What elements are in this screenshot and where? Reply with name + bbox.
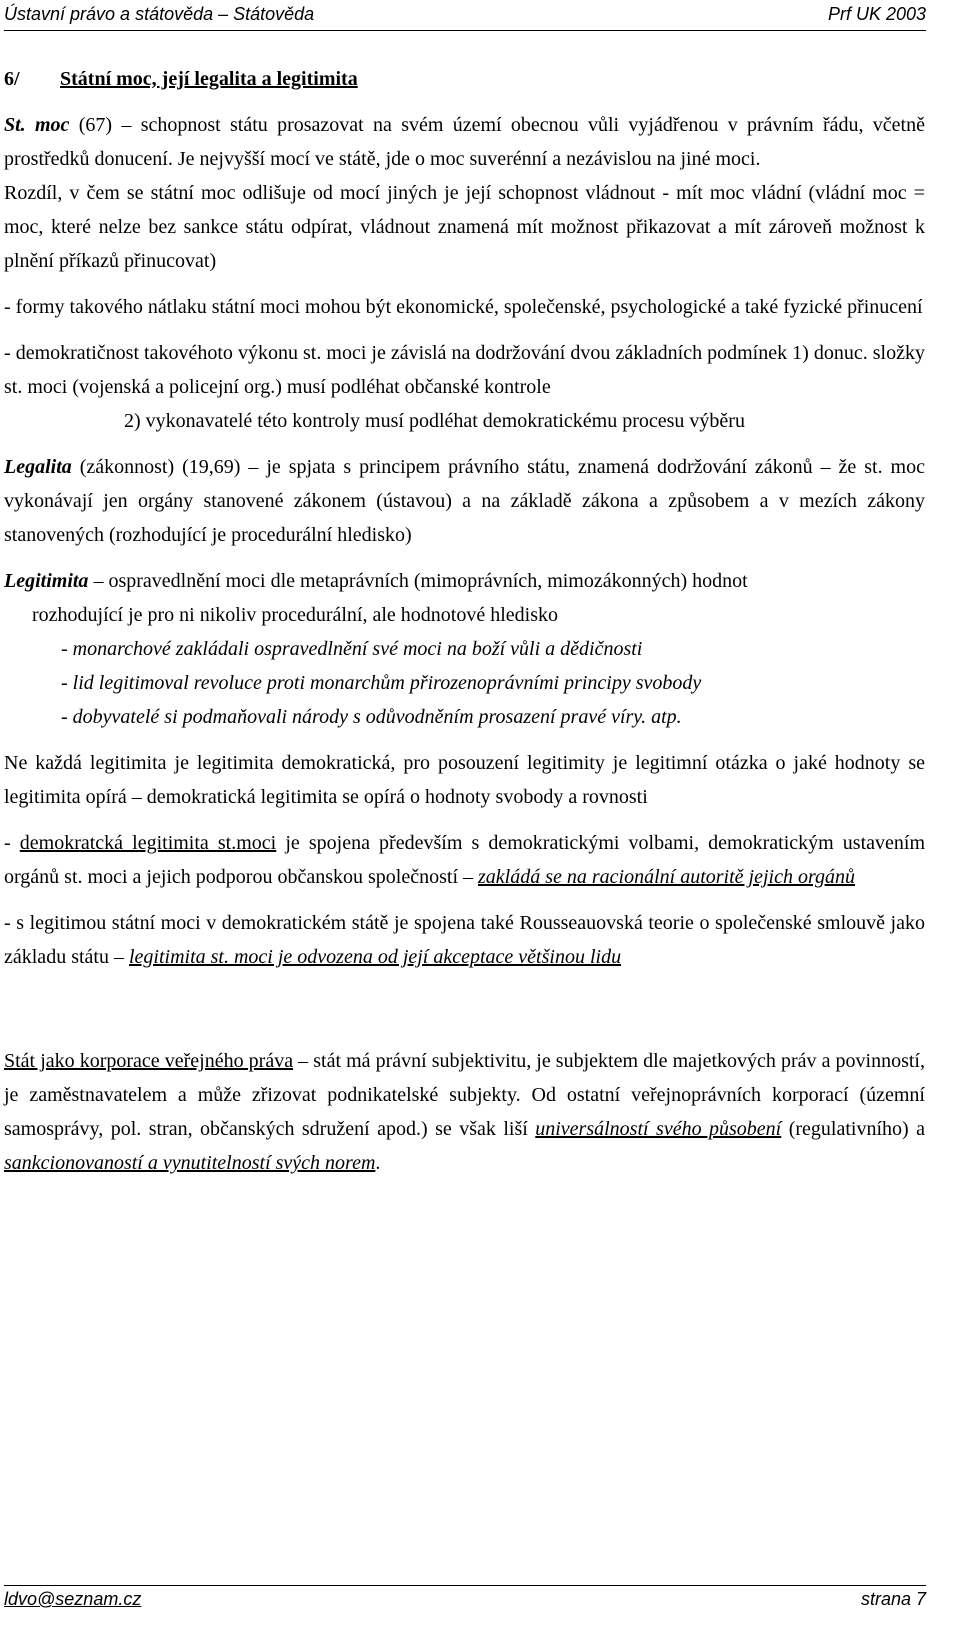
dash: - xyxy=(4,832,20,854)
paragraph-text: – stát má právní subjektivitu, je subjektem dle majetkových práv a povinností, je zaměstnavatelem a může zřizovat podnikatelské subjekty. Od ostatní veřejnoprávních korporací (územní samosprávy, pol. stran, občanských sdružení apod.) se však liší xyxy=(4,1050,925,1140)
section-number: 6/ xyxy=(4,68,20,90)
list-item: - lid legitimoval revoluce proti monarchům přirozenoprávními principy svobody xyxy=(61,672,702,694)
list-item: - monarchové zakládali ospravedlnění své moci na boží vůli a dědičnosti xyxy=(61,638,643,660)
term-legitimacy: Legitimita xyxy=(4,570,89,592)
paragraph-forms: - formy takového nátlaku státní moci mohou být ekonomické, společenské, psychologické a také fyzické přinucení xyxy=(4,296,923,318)
paragraph-democracy: - demokratičnost takovéhoto výkonu st. moci je závislá na dodržování dvou základních podmínek 1) donuc. složky st. moci (vojenská a policejní org.) musí podléhat občanské kontrole xyxy=(4,342,925,398)
section-heading xyxy=(4,62,925,96)
paragraph-legality xyxy=(4,450,925,552)
term-legality: Legalita xyxy=(4,456,72,478)
page-footer xyxy=(4,1585,926,1610)
paragraph-legitimacy xyxy=(4,564,925,598)
emphasis-text: zakládá se na racionální autoritě jejich orgánů xyxy=(478,866,856,888)
paragraph-corporation xyxy=(4,1044,925,1180)
paragraph-text: je spojena především s demokratickými volbami, demokratickým ustavením orgánů st. moci a jejich podporou občanskou společností – xyxy=(4,832,925,888)
paragraph-democracy-cont: 2) vykonavatelé této kontroly musí podléhat demokratickému procesu výběru xyxy=(124,410,745,432)
paragraph-democratic-power xyxy=(4,826,925,894)
emphasis-text: sankcionovaností a vynutitelností svých norem xyxy=(4,1152,376,1174)
paragraph-rousseau xyxy=(4,906,925,974)
footer-email-link[interactable]: ldvo@seznam.cz xyxy=(4,1589,142,1609)
legitimacy-text: – ospravedlnění moci dle metaprávních (mimoprávních, mimozákonných) hodnot xyxy=(88,570,748,592)
paragraph-difference: Rozdíl, v čem se státní moc odlišuje od mocí jiných je její schopnost vládnout - mít moc vládní (vládní moc = moc, které nelze bez sankce státu odpírat, vládnout znamená mít možnost přikazovat a mít zároveň možnost k plnění příkazů přinucovat) xyxy=(4,182,925,272)
paragraph-state-power xyxy=(4,108,925,176)
document-body xyxy=(4,62,925,1180)
list-item: - dobyvatelé si podmaňovali národy s odůvodněním prosazení pravé víry. atp. xyxy=(61,706,682,728)
period: . xyxy=(375,1152,381,1174)
emphasis-text: legitimita st. moci je odvozena od její akceptace většinou lidu xyxy=(128,946,622,968)
paragraph-democratic-legitimacy: Ne každá legitimita je legitimita demokratická, pro posouzení legitimity je legitimní otázka o jaké hodnoty se legitimita opírá – demokratická legitimita se opírá o hodnoty svobody a rovnosti xyxy=(4,752,925,808)
emphasis-text: universálností svého působení xyxy=(535,1118,782,1140)
legitimacy-cont: rozhodující je pro ni nikoliv procedurální, ale hodnotové hledisko xyxy=(32,604,558,626)
paragraph-text: (regulativního) a xyxy=(781,1118,925,1140)
term-state-power: St. moc xyxy=(4,114,70,136)
page-header xyxy=(4,4,926,31)
section-title: Státní moc, její legalita a legitimita xyxy=(60,68,358,90)
definition-text: (67) – schopnost státu prosazovat na svém území obecnou vůli vyjádřenou v právním řádu, včetně prostředků donucení. Je nejvyšší mocí ve státě, jde o moc suverénní a nezávislou na jiné moci. xyxy=(4,114,925,170)
page-number: strana 7 xyxy=(860,1589,926,1609)
legality-text: (zákonnost) (19,69) – je spjata s principem právního státu, znamená dodržování zákonů – že st. moc vykonávají jen orgány stanovené zákonem (ústavou) a na základě zákona a způsobem a v mezích zákony stanovených (rozhodující je procedurální hledisko) xyxy=(4,456,925,546)
paragraph-text: - s legitimou státní moci v demokratickém státě je spojena také Rousseauovská teorie o společenské smlouvě jako základu státu – xyxy=(4,912,925,968)
underlined-term: demokratcká legitimita st.moci xyxy=(19,832,277,854)
header-left-text: Ústavní právo a státověda – Státověda xyxy=(4,4,315,24)
underlined-term: Stát jako korporace veřejného práva xyxy=(4,1050,294,1072)
header-right-text: Prf UK 2003 xyxy=(827,4,926,24)
